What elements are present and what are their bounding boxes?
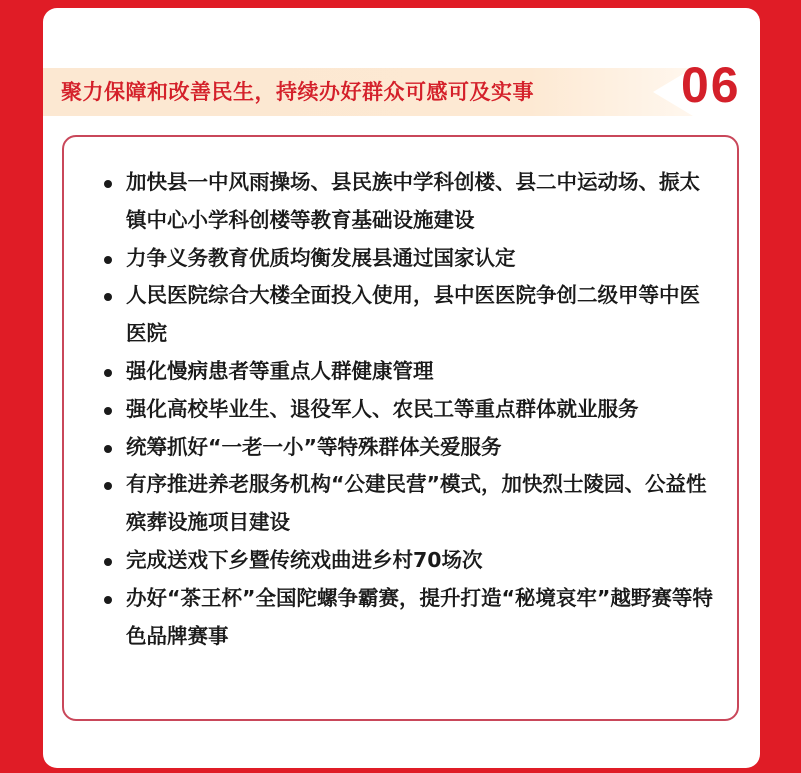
- section-banner: [43, 68, 693, 116]
- list-item: [64, 466, 737, 542]
- item-text: 加快县一中风雨操场、县民族中学科创楼、县二中运动场、振太镇中心小学科创楼等教育基础设施建设: [126, 170, 700, 232]
- item-text: 人民医院综合大楼全面投入使用，县中医医院争创二级甲等中医医院: [126, 283, 700, 346]
- section-title: 聚力保障和改善民生，持续办好群众可感可及实事: [61, 80, 534, 104]
- item-text: 统筹抓好“一老一小”等特殊群体关爱服务: [126, 434, 502, 459]
- item-text: 力争义务教育优质均衡发展县通过国家认定: [126, 245, 516, 270]
- list-item: [64, 277, 737, 353]
- list-item: [64, 353, 737, 391]
- list-item: [64, 164, 737, 240]
- bullet-icon: [104, 407, 112, 415]
- bullet-icon: [104, 293, 112, 301]
- bullet-icon: [104, 596, 112, 604]
- bullet-icon: [104, 558, 112, 566]
- list-item: [64, 240, 737, 278]
- item-text: 办好“茶王杯”全国陀螺争霸赛，提升打造“秘境哀牢”越野赛等特色品牌赛事: [126, 585, 713, 648]
- bullet-icon: [104, 256, 112, 264]
- list-item: [64, 580, 737, 656]
- list-item: [64, 429, 737, 467]
- content-card: [43, 8, 760, 768]
- item-text: 完成送戏下乡暨传统戏曲进乡村70场次: [126, 547, 483, 572]
- bullet-icon: [104, 180, 112, 188]
- list-item: [64, 391, 737, 429]
- bullet-icon: [104, 369, 112, 377]
- item-text: 有序推进养老服务机构“公建民营”模式，加快烈士陵园、公益性殡葬设施项目建设: [126, 472, 707, 535]
- section-number: 06: [681, 57, 741, 113]
- item-text: 强化高校毕业生、退役军人、农民工等重点群体就业服务: [126, 396, 639, 421]
- bullet-icon: [104, 445, 112, 453]
- item-list: [64, 164, 737, 655]
- bullet-icon: [104, 482, 112, 490]
- list-item: [64, 542, 737, 580]
- items-box: [62, 135, 739, 721]
- item-text: 强化慢病患者等重点人群健康管理: [126, 358, 434, 383]
